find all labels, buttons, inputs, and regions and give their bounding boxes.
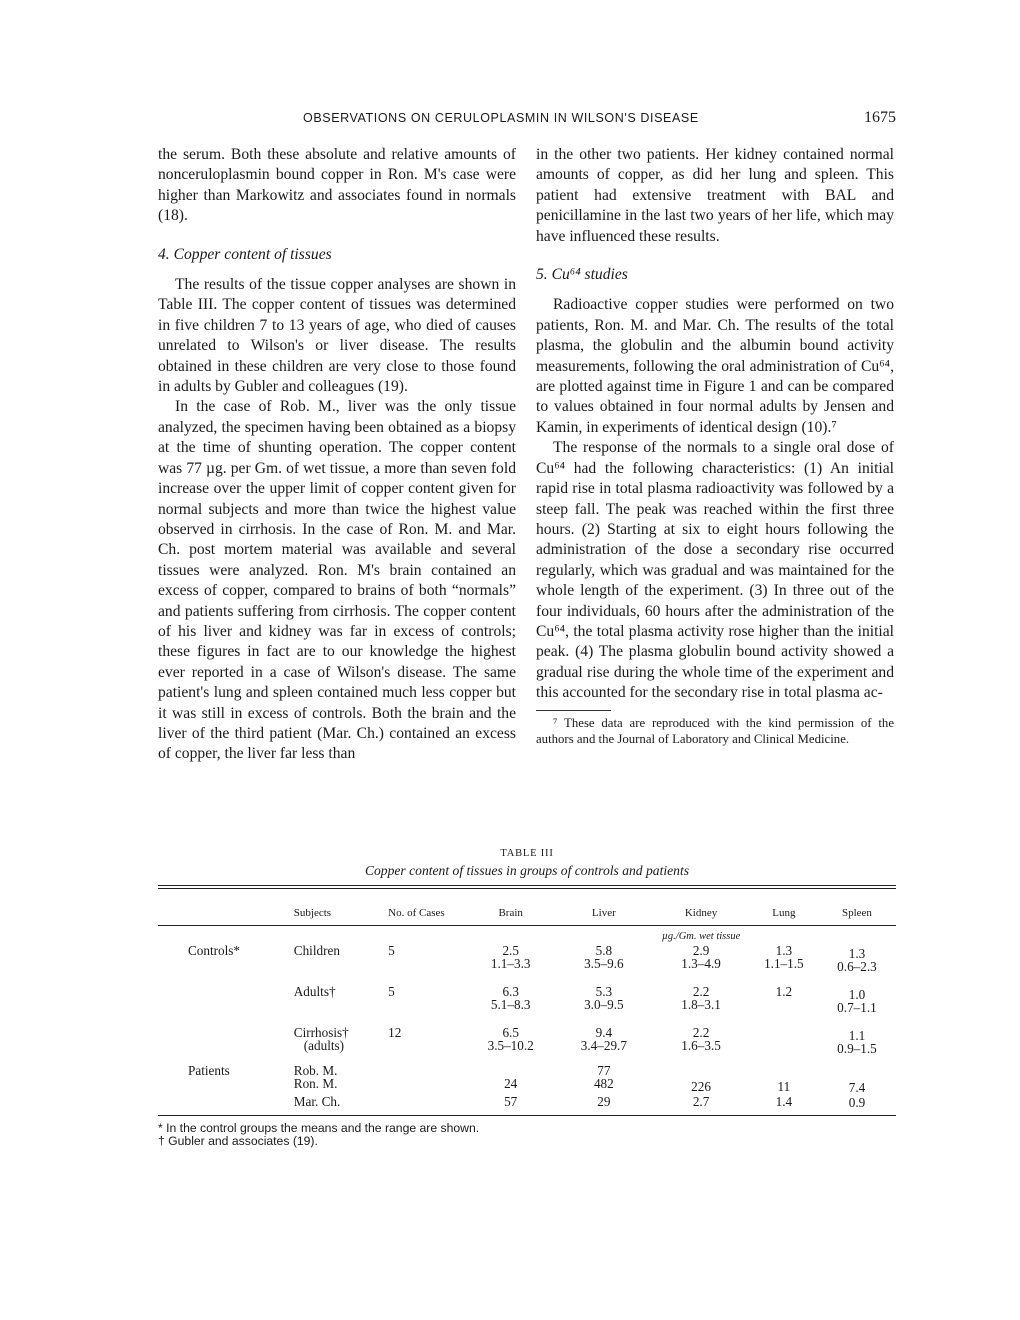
kidney-cell: 226 <box>691 1079 711 1094</box>
subject-ron: Ron. M. <box>293 1076 338 1091</box>
brain-cell: 24 <box>504 1076 518 1091</box>
running-head <box>158 111 896 131</box>
table-row <box>158 1095 896 1110</box>
brain-cell <box>466 1026 555 1056</box>
gap-cell <box>158 974 896 985</box>
bottom-rule-row <box>158 1109 896 1116</box>
mean-value: 5.8 <box>595 942 613 958</box>
range-value: 1.1–1.5 <box>764 956 804 971</box>
mean-value: 1.2 <box>775 983 793 999</box>
range-value: 3.5–9.6 <box>584 956 624 971</box>
table-row <box>158 944 896 974</box>
header-liver: Liver <box>591 907 616 919</box>
table-row <box>158 1026 896 1056</box>
kidney-cell <box>652 1026 749 1056</box>
range-value: 1.1–3.3 <box>490 956 531 971</box>
page-number: 1675 <box>864 109 896 126</box>
header-subjects: Subjects <box>293 907 332 919</box>
spleen-cell <box>818 944 896 974</box>
unit-spacer <box>158 930 652 944</box>
brain-cell <box>466 985 555 1015</box>
group-empty <box>158 1026 294 1056</box>
mean-value: 2.2 <box>692 983 710 999</box>
mean-value: 9.4 <box>595 1024 613 1040</box>
range-value: 0.6–2.3 <box>837 959 877 974</box>
cases-cell <box>388 1064 466 1078</box>
range-value: 3.4–29.7 <box>580 1038 627 1053</box>
brain-cell <box>466 1064 555 1078</box>
left-column <box>158 145 516 765</box>
table-note: * In the control groups the means and the range are shown. <box>158 1121 480 1135</box>
paragraph: In the case of Rob. M., liver was the only tissue analyzed, the specimen having been obtained as a biopsy at the time of shunting operation. The copper content was 77 µg. per Gm. of wet tissue, a more than seven fold increase over the upper limit of copper content given for normal subjects and more than twice the highest value observed in cirrhosis. In the case of Ron. M. and Mar. Ch. post mortem material was available and several tissues were analyzed. Ron. M's brain contained an excess of copper, compared to brains of both “normals” and patients suffering from cirrhosis. The copper content of his liver and kidney was far in excess of controls; these figures in fact are to our knowledge the highest ever reported in a case of Wilson's disease. The same patient's lung and spleen contained much less copper but it was still in excess of controls. Both the brain and the liver of the third patient (Mar. Ch.) contained an excess of copper, the liver far less than <box>158 398 516 763</box>
cases-cell <box>388 1077 466 1095</box>
subject-label: Cirrhosis† <box>293 1024 349 1040</box>
brain-cell <box>466 944 555 974</box>
mean-value: 5.3 <box>595 983 613 999</box>
mean-value: 2.2 <box>692 1024 710 1040</box>
spleen-cell <box>818 985 896 1015</box>
cases-cell: 12 <box>388 1024 402 1040</box>
table-header-row <box>158 889 896 926</box>
running-title: OBSERVATIONS ON CERULOPLASMIN IN WILSON'S DISEASE <box>303 111 699 125</box>
group-controls: Controls* <box>188 942 241 958</box>
table-caption: Copper content of tissues in groups of controls and patients <box>364 863 690 878</box>
header-lung: Lung <box>772 907 796 919</box>
table-row <box>158 1064 896 1078</box>
mean-value: 6.3 <box>502 983 519 999</box>
range-value: 3.5–10.2 <box>487 1038 534 1053</box>
mean-value: 1.0 <box>848 986 866 1002</box>
unit-spacer <box>750 930 896 944</box>
liver-cell: 482 <box>593 1076 614 1091</box>
lung-cell <box>750 944 818 974</box>
group-empty <box>158 1095 294 1110</box>
mean-value: 2.5 <box>502 942 519 958</box>
section-heading-cu64-studies: 5. Cu⁶⁴ studies <box>536 266 628 284</box>
header-spleen: Spleen <box>841 907 872 919</box>
subject-mar: Mar. Ch. <box>293 1093 341 1109</box>
range-value: 1.6–3.5 <box>681 1038 721 1053</box>
table-label: TABLE III <box>500 848 554 859</box>
range-value: 0.7–1.1 <box>837 1000 877 1015</box>
gap-cell <box>158 1015 896 1026</box>
kidney-cell <box>652 1064 749 1078</box>
lung-cell: 11 <box>777 1079 791 1094</box>
unit-label: µg./Gm. wet tissue <box>661 931 741 942</box>
copper-table <box>158 889 896 1116</box>
cases-cell: 5 <box>388 983 395 999</box>
range-value: 1.8–3.1 <box>681 997 721 1012</box>
liver-cell: 77 <box>597 1062 611 1078</box>
paragraph: the serum. Both these absolute and relative amounts of nonceruloplasmin bound copper in Ron. M's case were higher than Markowitz and associates found in normals (18). <box>158 146 516 225</box>
group-patients: Patients <box>188 1062 230 1078</box>
group-empty <box>158 985 294 1015</box>
group-empty <box>158 1077 294 1095</box>
spleen-cell <box>818 1064 896 1078</box>
mean-value: 1.3 <box>775 942 793 958</box>
liver-cell: 29 <box>597 1093 611 1109</box>
mean-value: 1.3 <box>848 945 866 961</box>
cases-cell <box>388 1095 466 1110</box>
table-row <box>158 1077 896 1095</box>
lung-cell <box>750 985 818 1015</box>
paragraph: The results of the tissue copper analyses are shown in Table III. The copper content of tissues was determined in five children 7 to 13 years of age, who died of causes unrelated to Wilson's or liver disease. The results obtained in these children are very close to those found in adults by Gubler and colleagues (19). <box>158 276 516 396</box>
subject-rob: Rob. M. <box>293 1062 338 1078</box>
range-value: 5.1–8.3 <box>490 997 531 1012</box>
unit-row <box>158 930 896 944</box>
subject-children: Children <box>293 942 340 958</box>
header-group <box>158 889 294 926</box>
footnote: ⁷ These data are reproduced with the kind permission of the authors and the Journal of Laboratory and Clinical Medicine. <box>536 715 894 746</box>
kidney-cell: 2.7 <box>692 1093 710 1109</box>
footnote-divider <box>536 710 611 711</box>
right-column <box>536 145 894 747</box>
lung-cell <box>750 1026 818 1056</box>
row-gap <box>158 1015 896 1026</box>
subject-sublabel: (adults) <box>303 1038 345 1053</box>
spleen-cell: 0.9 <box>848 1094 866 1110</box>
subject-cirrhosis <box>294 1026 388 1056</box>
header-kidney: Kidney <box>684 907 718 919</box>
header-cases: No. of Cases <box>388 907 445 919</box>
table-notes <box>158 1122 896 1148</box>
paragraph: The response of the normals to a single oral dose of Cu⁶⁴ had the following characteristics: (1) An initial rapid rise in total plasma radioactivity was followed by a steep fall. The peak was reached within the first three hours. (2) Starting at six to eight hours following the administration of the dose a secondary rise occurred regularly, which was gradual and was maintained for the whole length of the experiment. (3) In three out of the four individuals, 60 hours after the administration of the Cu⁶⁴, the total plasma activity rose higher than the initial peak. (4) The plasma globulin bound activity showed a gradual rise during the whole time of the experiment and this accounted for the secondary rise in total plasma ac- <box>536 439 894 702</box>
lung-cell <box>750 1064 818 1078</box>
subject-adults: Adults† <box>293 983 336 999</box>
row-gap <box>158 974 896 985</box>
liver-cell <box>555 985 652 1015</box>
row-gap <box>158 1056 896 1064</box>
table-note: † Gubler and associates (19). <box>158 1134 318 1148</box>
spleen-cell: 7.4 <box>848 1080 866 1095</box>
kidney-cell <box>652 944 749 974</box>
header-brain: Brain <box>498 907 523 919</box>
paragraph: Radioactive copper studies were performed on two patients, Ron. M. and Mar. Ch. The results of the total plasma, the globulin and the albumin bound activity measurements, following the oral administration of Cu⁶⁴, are plotted against time in Figure 1 and can be compared to values obtained in four normal adults by Jensen and Kamin, in experiments of identical design (10).⁷ <box>536 296 894 436</box>
liver-cell <box>555 944 652 974</box>
mean-value: 1.1 <box>848 1027 866 1043</box>
lung-cell: 1.4 <box>775 1093 793 1109</box>
paragraph: in the other two patients. Her kidney contained normal amounts of copper, as did her lung and spleen. This patient had extensive treatment with BAL and penicillamine in the last two years of her life, which may have influenced these results. <box>536 146 894 245</box>
brain-cell: 57 <box>504 1093 518 1109</box>
spleen-cell <box>818 1026 896 1056</box>
table-row <box>158 985 896 1015</box>
cases-cell: 5 <box>388 942 395 958</box>
mean-value: 6.5 <box>502 1024 519 1040</box>
section-heading-copper-content: 4. Copper content of tissues <box>158 245 332 263</box>
range-value: 1.3–4.9 <box>681 956 721 971</box>
kidney-cell <box>652 985 749 1015</box>
mean-value: 2.9 <box>692 942 710 958</box>
table-iii <box>158 848 896 1148</box>
gap-cell <box>158 1056 896 1064</box>
range-value: 0.9–1.5 <box>837 1041 877 1056</box>
range-value: 3.0–9.5 <box>584 997 624 1012</box>
liver-cell <box>555 1026 652 1056</box>
table-bottom-rule <box>158 1109 896 1116</box>
